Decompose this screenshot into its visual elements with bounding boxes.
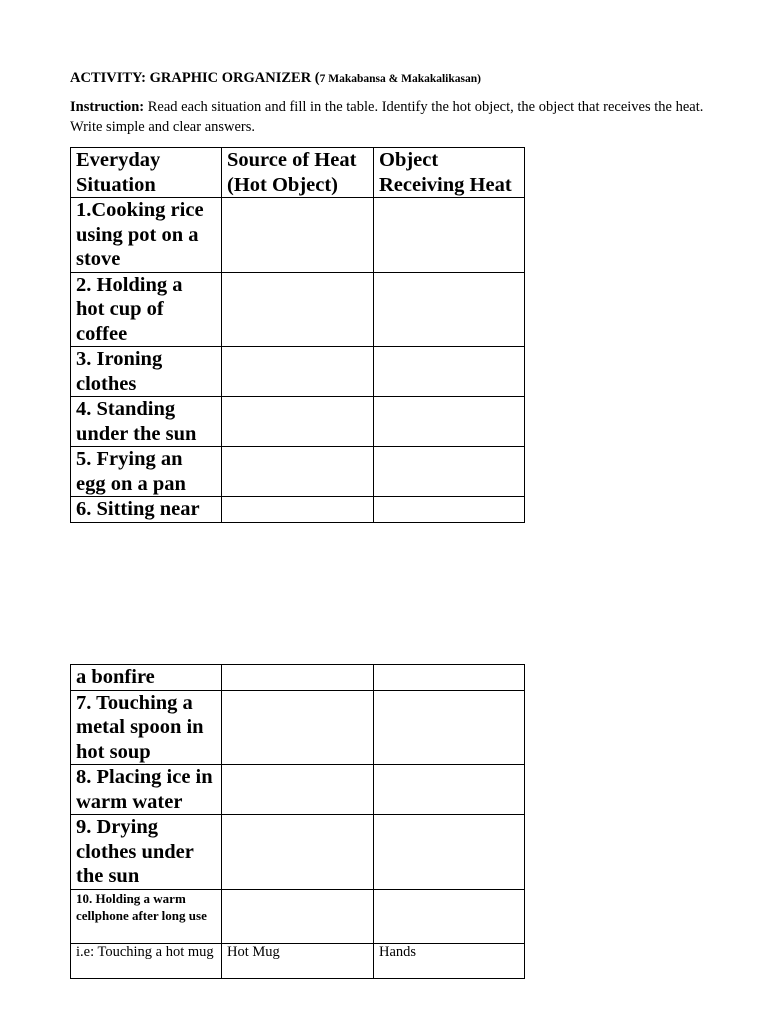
receiver-answer-cell[interactable] bbox=[374, 397, 525, 447]
receiver-answer-cell[interactable] bbox=[374, 889, 525, 943]
table-row bbox=[71, 665, 525, 691]
instruction-paragraph bbox=[70, 97, 710, 137]
table-row bbox=[71, 198, 525, 273]
source-answer-cell[interactable] bbox=[222, 765, 374, 815]
receiver-answer-cell[interactable] bbox=[374, 198, 525, 273]
table-row bbox=[71, 497, 525, 523]
table-row bbox=[71, 447, 525, 497]
situation-cell: 1.Cooking rice using pot on a stove bbox=[71, 198, 222, 273]
activity-title-subject: 7 Makabansa & Makakalikasan) bbox=[319, 73, 481, 85]
situation-cell: 10. Holding a warm cellphone after long use bbox=[71, 889, 222, 943]
situation-cell: a bonfire bbox=[71, 665, 222, 691]
situation-cell: 5. Frying an egg on a pan bbox=[71, 447, 222, 497]
situation-cell: 8. Placing ice in warm water bbox=[71, 765, 222, 815]
source-answer-cell[interactable] bbox=[222, 397, 374, 447]
receiver-answer-cell[interactable] bbox=[374, 347, 525, 397]
graphic-organizer-table-page-1 bbox=[70, 147, 525, 523]
situation-cell: 2. Holding a hot cup of coffee bbox=[71, 272, 222, 347]
table-row bbox=[71, 815, 525, 890]
header-everyday-situation: Everyday Situation bbox=[71, 148, 222, 198]
example-source-cell: Hot Mug bbox=[222, 943, 374, 978]
receiver-answer-cell[interactable] bbox=[374, 497, 525, 523]
receiver-answer-cell[interactable] bbox=[374, 447, 525, 497]
source-answer-cell[interactable] bbox=[222, 497, 374, 523]
receiver-answer-cell[interactable] bbox=[374, 690, 525, 765]
source-answer-cell[interactable] bbox=[222, 889, 374, 943]
receiver-answer-cell[interactable] bbox=[374, 665, 525, 691]
receiver-answer-cell[interactable] bbox=[374, 815, 525, 890]
table-row bbox=[71, 765, 525, 815]
source-answer-cell[interactable] bbox=[222, 198, 374, 273]
receiver-answer-cell[interactable] bbox=[374, 272, 525, 347]
source-answer-cell[interactable] bbox=[222, 272, 374, 347]
source-answer-cell[interactable] bbox=[222, 347, 374, 397]
table-row bbox=[71, 889, 525, 943]
situation-cell: 3. Ironing clothes bbox=[71, 347, 222, 397]
table-row bbox=[71, 690, 525, 765]
graphic-organizer-table-page-2 bbox=[70, 664, 525, 979]
source-answer-cell[interactable] bbox=[222, 815, 374, 890]
table-header-row bbox=[71, 148, 525, 198]
situation-cell: 7. Touching a metal spoon in hot soup bbox=[71, 690, 222, 765]
example-situation-cell: i.e: Touching a hot mug bbox=[71, 943, 222, 978]
situation-cell: 4. Standing under the sun bbox=[71, 397, 222, 447]
example-receiver-cell: Hands bbox=[374, 943, 525, 978]
table-row bbox=[71, 397, 525, 447]
instruction-text: Read each situation and fill in the table. Identify the hot object, the object that receives the heat. Write simple and clear answers. bbox=[70, 99, 704, 135]
situation-cell: 9. Drying clothes under the sun bbox=[71, 815, 222, 890]
example-row bbox=[71, 943, 525, 978]
receiver-answer-cell[interactable] bbox=[374, 765, 525, 815]
table-row bbox=[71, 272, 525, 347]
source-answer-cell[interactable] bbox=[222, 690, 374, 765]
header-source-of-heat: Source of Heat (Hot Object) bbox=[222, 148, 374, 198]
source-answer-cell[interactable] bbox=[222, 665, 374, 691]
instruction-label: Instruction: bbox=[70, 99, 145, 115]
table-row bbox=[71, 347, 525, 397]
header-object-receiving-heat: Object Receiving Heat bbox=[374, 148, 525, 198]
situation-cell: 6. Sitting near bbox=[71, 497, 222, 523]
activity-title bbox=[70, 70, 481, 87]
source-answer-cell[interactable] bbox=[222, 447, 374, 497]
activity-title-main: ACTIVITY: GRAPHIC ORGANIZER ( bbox=[70, 70, 320, 86]
